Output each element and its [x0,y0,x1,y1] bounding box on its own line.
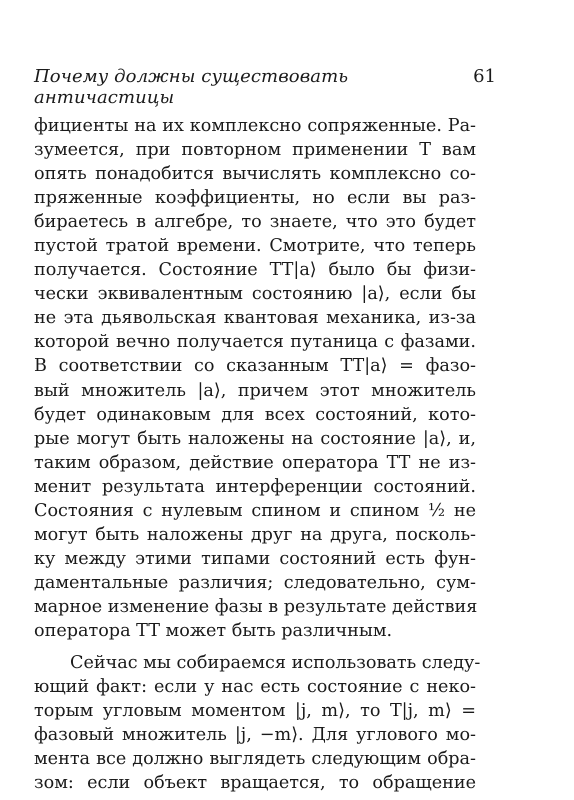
page-number: 61 [473,66,496,87]
text-line: Сейчас мы собираемся использовать следу- [70,653,481,674]
running-head [34,66,496,108]
text-line: фазовый множитель |j, −m⟩. Для углового мо- [34,725,476,746]
text-line: фициенты на их комплексно сопряженные. Ра- [34,116,476,136]
text-line: не эта дьявольская квантовая механика, из-за [34,308,476,329]
text-line: оператора TT может быть различным. [34,620,393,641]
text-line: бираетесь в алгебре, то знаете, что это будет [34,212,476,233]
text-line: вый множитель |a⟩, причем этот множитель [34,380,476,401]
running-title: Почему должны существовать античастицы [34,66,349,108]
text-line: таким образом, действие оператора TT не из- [34,452,476,473]
text-line: пустой тратой времени. Смотрите, что теперь [34,236,476,257]
text-line: менит результата интерференции состояний. [34,476,476,497]
text-line: могут быть наложены друг на друга, посколь- [34,524,476,545]
text-line: мента все должно выглядеть следующим обра- [34,749,476,770]
text-line: зом: если объект вращается, то обращение [34,773,476,794]
text-line: ющий факт: если у нас есть состояние с неко- [34,677,476,698]
paragraph-2 [34,651,481,795]
text-line: торым угловым моментом |j, m⟩, то T|j, m⟩ = [34,701,476,722]
text-line: опять понадобится вычислять комплексно со- [34,164,476,185]
text-line: пряженные коэффициенты, но если вы раз- [34,188,476,209]
text-line: которой вечно получается путаница с фазами. [34,332,476,353]
text-line: зумеется, при повторном применении T вам [34,140,476,161]
text-line: получается. Состояние TT|a⟩ было бы физи- [34,260,476,281]
text-line: марное изменение фазы в результате действия [34,596,478,617]
paragraph-1 [34,114,476,643]
text-line: рые могут быть наложены на состояние |a⟩, и, [34,428,476,449]
text-line: Состояния с нулевым спином и спином ½ не [34,500,476,521]
body-text [34,114,481,795]
text-line: В соответствии со сказанным TT|a⟩ = фазо- [34,356,476,377]
text-line: ку между этими типами состояний есть фун- [34,548,476,569]
text-line: даментальные различия; следовательно, сум- [34,572,476,593]
text-line: чески эквивалентным состоянию |a⟩, если бы [34,284,476,305]
text-line: будет одинаковым для всех состояний, кото- [34,404,476,425]
